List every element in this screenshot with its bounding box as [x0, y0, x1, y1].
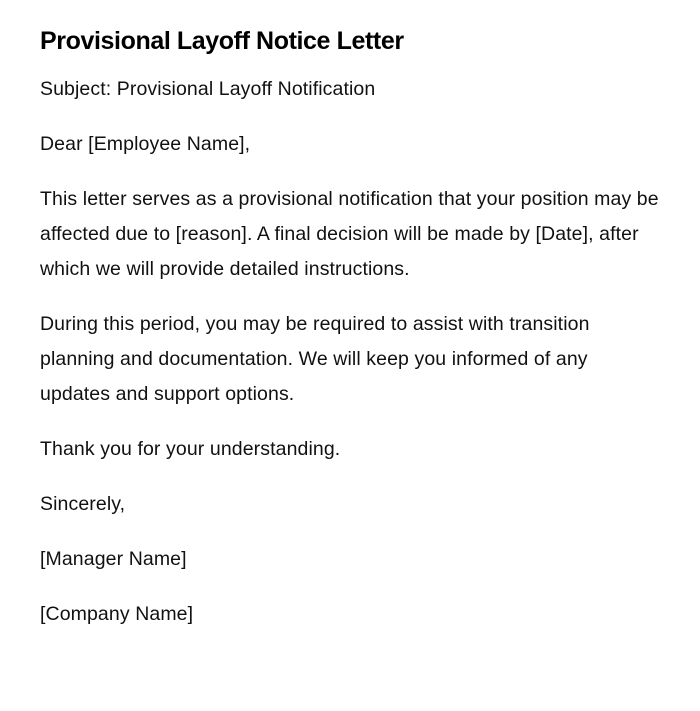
body-paragraph-3: Thank you for your understanding.	[40, 438, 341, 460]
subject-line: Subject: Provisional Layoff Notification	[40, 78, 376, 100]
signature-company: [Company Name]	[40, 603, 194, 625]
body-paragraph-1: This letter serves as a provisional notification that your position may be affected due to [reason]. A final decision will be made by [Date], after which we will provide detailed instructions.	[40, 188, 659, 280]
closing: Sincerely,	[40, 493, 126, 515]
salutation: Dear [Employee Name],	[40, 133, 251, 155]
document-title: Provisional Layoff Notice Letter	[40, 27, 404, 55]
body-paragraph-2: During this period, you may be required to assist with transition planning and documentation. We will keep you informed of any updates and support options.	[40, 313, 590, 405]
signature-name: [Manager Name]	[40, 548, 187, 570]
